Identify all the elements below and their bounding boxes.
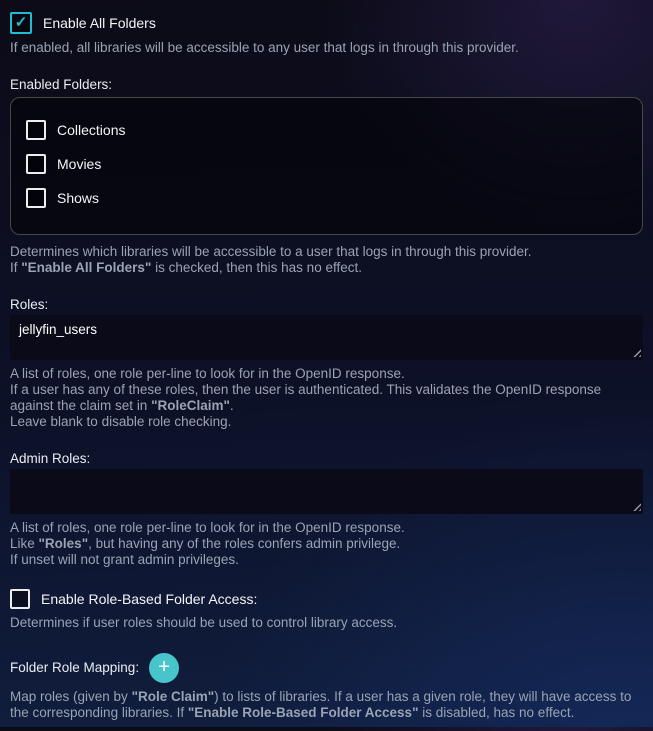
roles-textarea[interactable]: [10, 315, 643, 360]
folder-label-shows: Shows: [57, 190, 100, 206]
roles-label: Roles:: [10, 297, 49, 312]
roles-description: A list of roles, one role per-line to look for in the OpenID response. If a user has any of these roles, then the user is authenticated. This validates the OpenID response against the claim set in "RoleClaim". Leave blank to disable role checking.: [10, 366, 602, 429]
checkmark-icon: ✓: [14, 13, 28, 31]
folder-checkbox-collections[interactable]: [26, 120, 46, 140]
folder-label-movies: Movies: [57, 156, 102, 172]
plus-icon: +: [158, 656, 170, 678]
enabled-folders-description: Determines which libraries will be accessible to a user that logs in through this provider. If "Enable All Folders" is checked, then this has no effect.: [10, 244, 532, 275]
folder-row-collections[interactable]: [26, 120, 626, 140]
folder-role-mapping-row: [10, 653, 643, 683]
admin-roles-textarea[interactable]: [10, 469, 643, 514]
enable-all-folders-label: Enable All Folders: [43, 15, 156, 31]
folder-role-mapping-description: Map roles (given by "Role Claim") to lists of libraries. If a user has a given role, they will have access to the corresponding libraries. If "Enable Role-Based Folder Access" is disabled, has no effect.: [10, 689, 632, 720]
enabled-folders-label: Enabled Folders:: [10, 77, 113, 92]
folder-role-mapping-label: Folder Role Mapping:: [10, 660, 140, 675]
folder-row-movies[interactable]: [26, 154, 626, 174]
folder-row-shows[interactable]: [26, 188, 626, 208]
folder-label-collections: Collections: [57, 122, 126, 138]
add-folder-role-mapping-button[interactable]: [149, 653, 179, 683]
role-based-folder-access-checkbox[interactable]: [10, 589, 30, 609]
admin-roles-description: A list of roles, one role per-line to look for in the OpenID response. Like "Roles", but having any of the roles confers admin privilege. If unset will not grant admin privileges.: [10, 520, 405, 567]
enable-all-folders-row[interactable]: [10, 12, 643, 34]
role-based-folder-access-row[interactable]: [10, 589, 643, 609]
role-based-folder-access-description: Determines if user roles should be used to control library access.: [10, 615, 398, 630]
enabled-folders-list: [10, 97, 643, 235]
enable-all-folders-checkbox[interactable]: [10, 12, 32, 34]
folder-checkbox-movies[interactable]: [26, 154, 46, 174]
admin-roles-label: Admin Roles:: [10, 451, 91, 466]
role-based-folder-access-label: Enable Role-Based Folder Access:: [41, 591, 258, 607]
enable-all-folders-description: If enabled, all libraries will be accessible to any user that logs in through this provider.: [10, 40, 519, 55]
roles-field: [10, 315, 643, 360]
folder-checkbox-shows[interactable]: [26, 188, 46, 208]
admin-roles-field: [10, 469, 643, 514]
